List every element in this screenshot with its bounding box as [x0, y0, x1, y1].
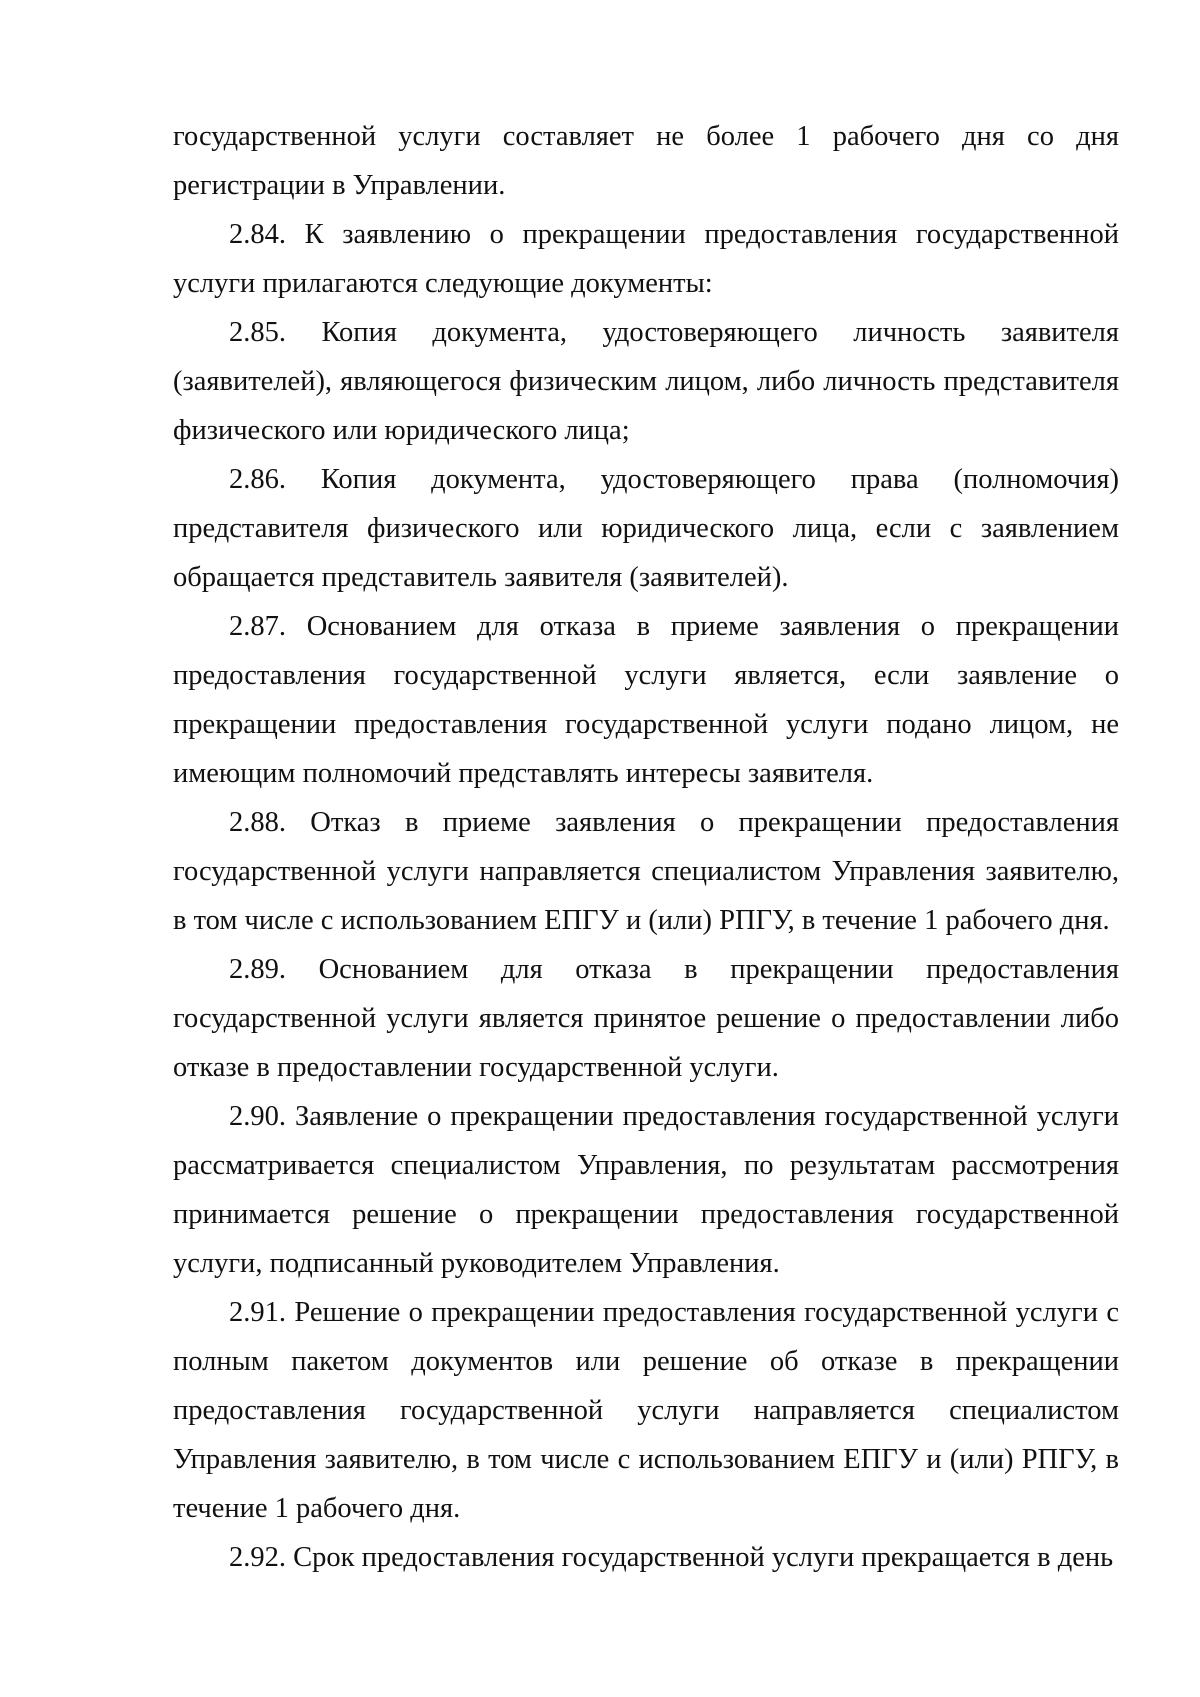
paragraph-2-88: 2.88. Отказ в приеме заявления о прекращении предоставления государственной услуги направляется специалистом Управления заявителю, в том числе с использованием ЕПГУ и (или) РПГУ, в течение 1 рабочего дня. [173, 807, 1119, 936]
paragraph-2-89: 2.89. Основанием для отказа в прекращении предоставления государственной услуги является принятое решение о предоставлении либо отказе в предоставлении государственной услуги. [173, 954, 1119, 1083]
paragraph-2-90: 2.90. Заявление о прекращении предоставления государственной услуги рассматривается специалистом Управления, по результатам рассмотрения принимается решение о прекращении предоставления государственной услуги, подписанный руководителем Управления. [173, 1101, 1119, 1279]
paragraph-2-86: 2.86. Копия документа, удостоверяющего права (полномочия) представителя физического или юридического лица, если с заявлением обращается представитель заявителя (заявителей). [173, 464, 1119, 593]
paragraph-2-85: 2.85. Копия документа, удостоверяющего личность заявителя (заявителей), являющегося физическим лицом, либо личность представителя физического или юридического лица; [173, 317, 1119, 446]
paragraph-2-87: 2.87. Основанием для отказа в приеме заявления о прекращении предоставления государственной услуги является, если заявление о прекращении предоставления государственной услуги подано лицом, не имеющим полномочий представлять интересы заявителя. [173, 611, 1119, 789]
paragraph-2-91: 2.91. Решение о прекращении предоставления государственной услуги с полным пакетом документов или решение об отказе в прекращении предоставления государственной услуги направляется специалистом Управления заявителю, в том числе с использованием ЕПГУ и (или) РПГУ, в течение 1 рабочего дня. [173, 1297, 1119, 1524]
paragraph-2-84: 2.84. К заявлению о прекращении предоставления государственной услуги прилагаются следующие документы: [173, 219, 1119, 299]
paragraph-continuation: государственной услуги составляет не более 1 рабочего дня со дня регистрации в Управлении. [173, 121, 1119, 201]
document-body [173, 112, 1119, 1582]
paragraph-2-92: 2.92. Срок предоставления государственной услуги прекращается в день [229, 1542, 1114, 1573]
